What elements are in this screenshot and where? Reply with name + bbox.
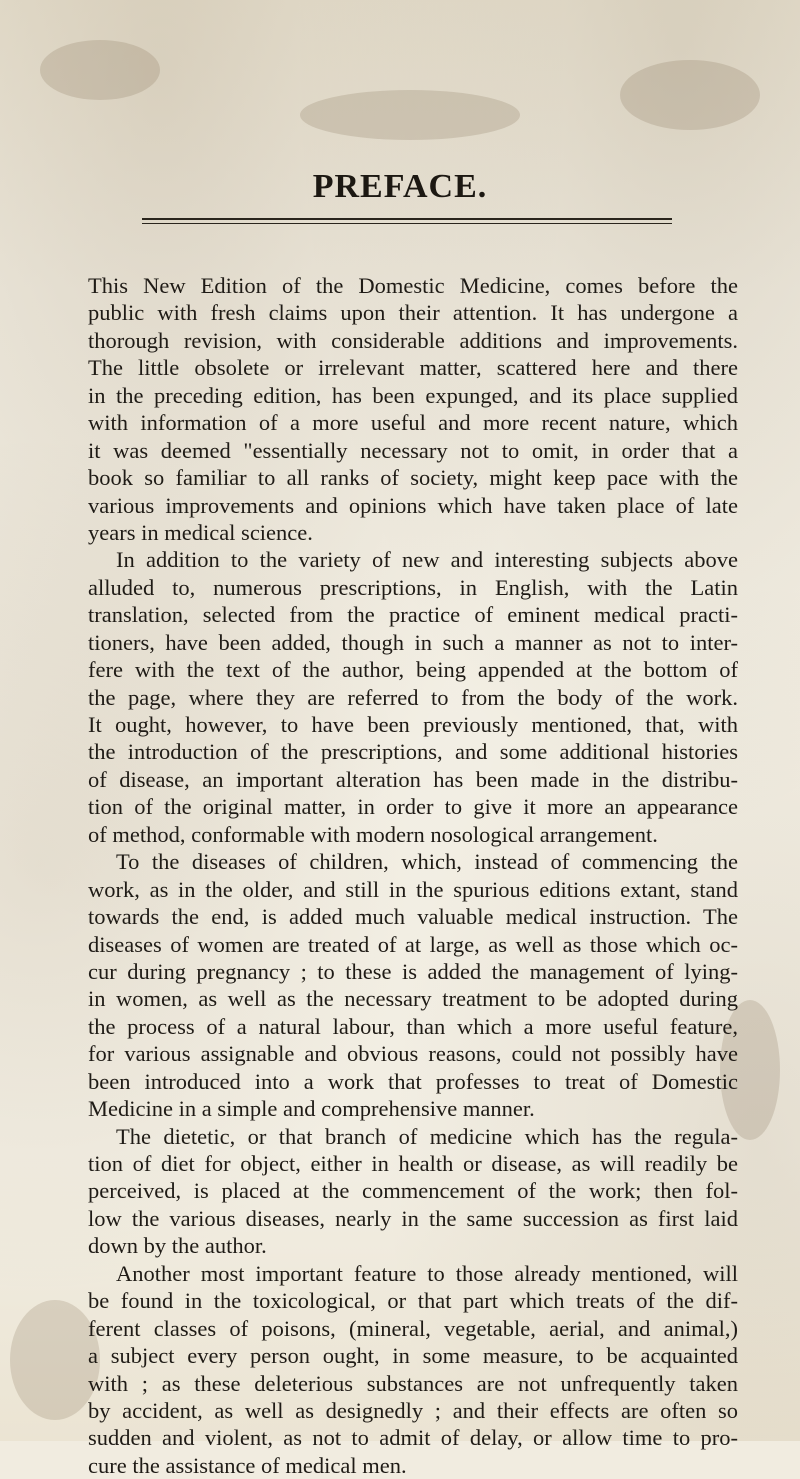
paper-stain [620, 60, 760, 130]
text-line: tioners, have been added, though in such a manner as not to inter- [88, 629, 738, 655]
text-line: by accident, as well as designedly ; and their effects are often so [88, 1397, 738, 1423]
text-line: The little obsolete or irrelevant matter, scattered here and there [88, 355, 738, 381]
paper-stain [10, 1300, 100, 1420]
text-line: for various assignable and obvious reasons, could not possibly have [88, 1041, 738, 1067]
text-line: Another most important feature to those already mentioned, will [116, 1260, 738, 1286]
text-line: the introduction of the prescriptions, and some additional histories [88, 739, 738, 765]
paragraph [88, 546, 738, 848]
text-line: the page, where they are referred to from the body of the work. [88, 684, 738, 710]
text-line: of method, conformable with modern nosological arrangement. [88, 821, 658, 847]
text-line: ferent classes of poisons, (mineral, vegetable, aerial, and animal,) [88, 1315, 738, 1341]
text-line: be found in the toxicological, or that part which treats of the dif- [88, 1288, 738, 1314]
page-title: PREFACE. [312, 168, 488, 205]
text-line: years in medical science. [88, 519, 313, 545]
paragraph [88, 848, 738, 1122]
text-line: various improvements and opinions which have taken place of late [88, 492, 738, 518]
text-line: diseases of women are treated of at large, as well as those which oc- [88, 931, 738, 957]
text-line: work, as in the older, and still in the spurious editions extant, stand [88, 876, 738, 902]
text-line: with information of a more useful and more recent nature, which [88, 410, 738, 436]
title-rule-thin [142, 223, 672, 224]
text-line: To the diseases of children, which, instead of commencing the [116, 849, 738, 875]
text-line: tion of diet for object, either in health or disease, as will readily be [88, 1151, 738, 1176]
text-line: a subject every person ought, in some measure, to be acquainted [88, 1343, 738, 1369]
text-line: It ought, however, to have been previously mentioned, that, with [88, 712, 738, 737]
text-line: the process of a natural labour, than which a more useful feature, [88, 1013, 738, 1039]
text-line: tion of the original matter, in order to give it more an appearance [88, 794, 738, 820]
text-line: low the various diseases, nearly in the same succession as first laid [88, 1205, 738, 1231]
paragraph [88, 272, 738, 546]
text-line: cur during pregnancy ; to these is added the management of lying- [88, 958, 738, 984]
text-line: The dietetic, or that branch of medicine which has the regula- [116, 1123, 738, 1149]
text-line: alluded to, numerous prescriptions, in English, with the Latin [88, 574, 738, 600]
text-line: public with fresh claims upon their attention. It has undergone a [88, 300, 738, 326]
text-line: thorough revision, with considerable additions and improvements. [88, 327, 738, 353]
text-line: In addition to the variety of new and interesting subjects above [116, 547, 738, 573]
text-line: of disease, an important alteration has been made in the distribu- [88, 766, 738, 792]
text-line: perceived, is placed at the commencement of the work; then fol- [88, 1178, 738, 1204]
text-line: sudden and violent, as not to admit of delay, or allow time to pro- [88, 1425, 738, 1451]
text-line: towards the end, is added much valuable medical instruction. The [88, 904, 738, 930]
text-line: down by the author. [88, 1233, 267, 1259]
text-line: been introduced into a work that professes to treat of Domestic [88, 1068, 738, 1094]
paper-stain [300, 90, 520, 140]
text-line: with ; as these deleterious substances are not unfrequently taken [88, 1370, 738, 1396]
text-line: it was deemed "essentially necessary not to omit, in order that a [88, 437, 738, 463]
text-line: Medicine in a simple and comprehensive manner. [88, 1096, 535, 1122]
text-line: translation, selected from the practice of eminent medical practi- [88, 602, 738, 628]
text-line: in women, as well as the necessary treatment to be adopted during [88, 986, 738, 1012]
text-line: This New Edition of the Domestic Medicine, comes before the [88, 273, 738, 298]
paragraph [88, 1123, 738, 1260]
paragraph [88, 1260, 738, 1479]
paper-stain [40, 40, 160, 100]
text-line: book so familiar to all ranks of society, might keep pace with the [88, 465, 738, 491]
title-rule [142, 218, 672, 220]
text-line: fere with the text of the author, being appended at the bottom of [88, 657, 738, 683]
preface-body [88, 272, 738, 1479]
text-line: in the preceding edition, has been expunged, and its place supplied [88, 382, 738, 408]
text-line: cure the assistance of medical men. [88, 1452, 407, 1478]
